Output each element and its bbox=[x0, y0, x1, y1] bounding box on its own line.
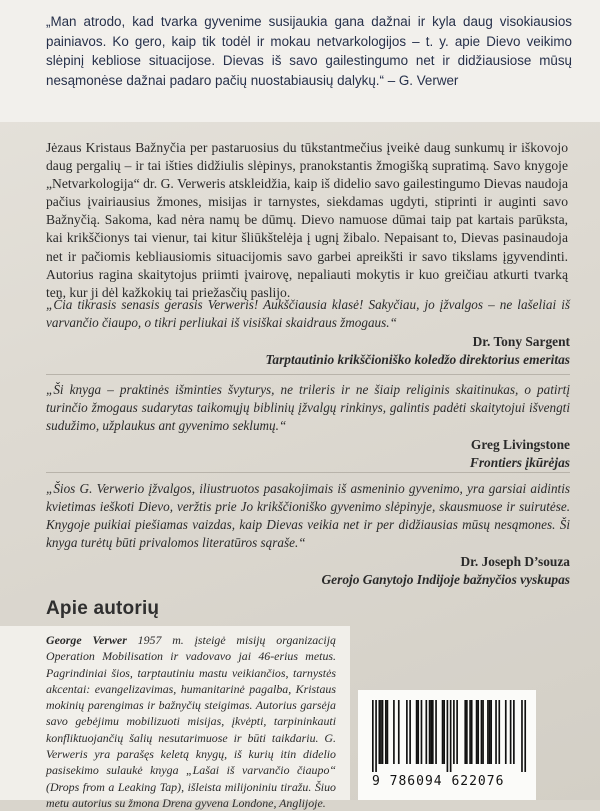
barcode-bar bbox=[505, 700, 507, 764]
book-description: Jėzaus Kristaus Bažnyčia per pastaruosius du tūkstantmečius įveikė daug sunkumų ir iškovojo daug pergalių – ir tai išties didžiulis slėpinys, pranokstantis žmogišką supratimą. Savo knygoje „Netvarkologija“ dr. G. Verweris atskleidžia, kaip iš didelio savo gailestingumo Dievas naudoja pačius įvairiausius žmones, misijas ir tarnystes, siekdamas ugdyti, stiprinti ir auginti savo Bažnyčią. Sakoma, kad nėra namų be dūmų. Dievo namuose dūmai taip pat kartais parūksta, kai krikščionys tai vienur, tai kitur šliūkštelėja į ugnį žibalo. Nepaisant to, Dievas pasinaudoja net ir pačiomis kebliausiomis situacijomis savo garbei apreikšti ir savo tikslams įgyvendinti. Autorius ragina skaitytojus priimti įvairovę, nepaliauti mokytis ir kuo greičiau atkurti tvarką ten, kur ji dėl kažkokių tai priežasčių paslijo. bbox=[46, 140, 568, 300]
barcode-bar bbox=[393, 700, 395, 764]
divider bbox=[46, 374, 570, 375]
reviewer-role: Frontiers įkūrėjas bbox=[469, 455, 570, 470]
barcode-bar bbox=[513, 700, 515, 764]
review-text: „Šios G. Verwerio įžvalgos, iliustruotos pasakojimais iš asmeninio gyvenimo, yra garsiai aidintis kvietimas ieškoti Dievo, veržtis prie Jo krikščioniško gyvenimo slėpinyje, skausmuose ir suirutėse. Knygoje puikiai piešiamas vaizdas, kaip Dievas veikia net ir per didžiausias mūsų nesąmones. Ši knyga turėtų būti privalomos literatūros sąraše.“ bbox=[46, 481, 570, 550]
barcode-bar bbox=[443, 700, 445, 764]
barcode-bar bbox=[510, 700, 512, 764]
barcode-bar bbox=[476, 700, 478, 764]
barcode-bar bbox=[495, 700, 497, 764]
barcode-bar bbox=[416, 700, 418, 764]
barcode-bar bbox=[521, 700, 523, 772]
barcode-bar bbox=[490, 700, 492, 764]
barcode-digits: 9 786094 622076 bbox=[372, 774, 505, 789]
reviewer-name: Dr. Tony Sargent bbox=[472, 334, 570, 349]
barcode-bar bbox=[487, 700, 489, 764]
review-2 bbox=[46, 381, 570, 472]
barcode-bar bbox=[387, 700, 389, 764]
author-quote-panel bbox=[0, 0, 600, 122]
barcode-bar bbox=[481, 700, 483, 764]
barcode-bar bbox=[477, 700, 479, 764]
barcode-bar bbox=[489, 700, 491, 764]
barcode-bar bbox=[425, 700, 427, 764]
barcode-bar bbox=[524, 700, 526, 772]
review-text: „Ši knyga – praktinės išminties švyturys, ne trileris ir ne šiaip religinis skaitinukas, o patirtį turinčio žmogaus sudarytas taikomųjų biblinių įžvalgų rinkinys, galintis padėti skaitytojui išvengti sudužimo, užplaukus ant gyvenimo seklumų.“ bbox=[46, 382, 570, 433]
reviewer-name: Dr. Joseph D’souza bbox=[460, 554, 570, 569]
barcode-bar bbox=[453, 700, 455, 764]
barcode-bar bbox=[429, 700, 431, 764]
barcode-bar bbox=[466, 700, 468, 764]
review-text: „Čia tikrasis senasis gerasis Verweris! Aukščiausia klasė! Sakyčiau, jo įžvalgos – ne lašeliai iš varvančio čiaupo, o tikri perliukai iš visiškai skaidraus žmogaus.“ bbox=[46, 297, 570, 330]
divider bbox=[46, 472, 570, 473]
barcode-bar bbox=[375, 700, 377, 772]
barcode-bar bbox=[382, 700, 384, 764]
barcode-bar bbox=[430, 700, 432, 764]
barcode-bar bbox=[471, 700, 473, 764]
about-author-text bbox=[46, 632, 336, 811]
barcode-bar bbox=[498, 700, 500, 764]
barcode-bar bbox=[442, 700, 444, 764]
barcode-bar bbox=[385, 700, 387, 764]
barcode-bar bbox=[482, 700, 484, 764]
review-1 bbox=[46, 296, 570, 369]
review-3 bbox=[46, 480, 570, 589]
barcode-bar bbox=[421, 700, 423, 764]
barcode-bar bbox=[417, 700, 419, 764]
barcode-bar bbox=[378, 700, 380, 764]
barcode-bar bbox=[372, 700, 374, 772]
isbn-barcode bbox=[358, 690, 536, 800]
about-author-panel bbox=[0, 626, 350, 810]
barcode-bar bbox=[469, 700, 471, 764]
reviewer-name: Greg Livingstone bbox=[470, 437, 570, 452]
reviewer-role: Tarptautinio krikščioniško koledžo direktorius emeritas bbox=[265, 352, 570, 367]
barcode-bar bbox=[435, 700, 437, 764]
barcode-bar bbox=[406, 700, 408, 764]
barcode-bar bbox=[380, 700, 382, 764]
barcode-bar bbox=[456, 700, 458, 764]
barcode-bar bbox=[432, 700, 434, 764]
author-bio: 1957 m. įsteigė misijų organizaciją Operation Mobilisation ir vadovavo jai 46-erius metus. Pagrindiniai šios, tarptautiniu mastu veikiančios, tarnystės akcentai: evangelizavimas, humanitarinė pagalba, Kristaus mokinių parengimas ir bažnyčių steigimas. Autorius garsėja savo gebėjimu mobilizuoti misijas, įkvėpti, tarpininkauti konfliktuojančių šalių nesutarimuose ir būti taikdariu. G. Verweris yra parašęs keletą knygų, iš kurių itin didelio pasisekimo sulaukė knyga „Lašai iš varvančio čiaupo“ (Drops from a Leaking Tap), išleista milijoniniu tiražu. Šiuo metu autorius su žmona Drena gyvena Londone, Anglijoje. bbox=[46, 633, 336, 810]
barcode-bar bbox=[464, 700, 466, 764]
barcode-bars bbox=[372, 700, 526, 772]
barcode-bar bbox=[398, 700, 400, 764]
barcode-bar bbox=[409, 700, 411, 764]
reviewer-role: Gerojo Ganytojo Indijoje bažnyčios vyskupas bbox=[321, 572, 570, 587]
author-quote: „Man atrodo, kad tvarka gyvenime susijaukia gana dažnai ir kyla daug visokiausios painiavos. Ko gero, kaip tik todėl ir mokau netvarkologijos – t. y. apie Dievo veikimo slėpinį kebliose situacijose. Dievas iš savo gailestingumo net ir didžiausiose mūsų nesąmonėse dažnai padaro pačių nuostabiausių dalykų.“ – G. Verwer bbox=[46, 14, 572, 88]
about-author-heading: Apie autorių bbox=[46, 598, 160, 619]
author-name: George Verwer bbox=[46, 633, 127, 647]
barcode-bar bbox=[450, 700, 452, 772]
barcode-bar bbox=[447, 700, 449, 772]
